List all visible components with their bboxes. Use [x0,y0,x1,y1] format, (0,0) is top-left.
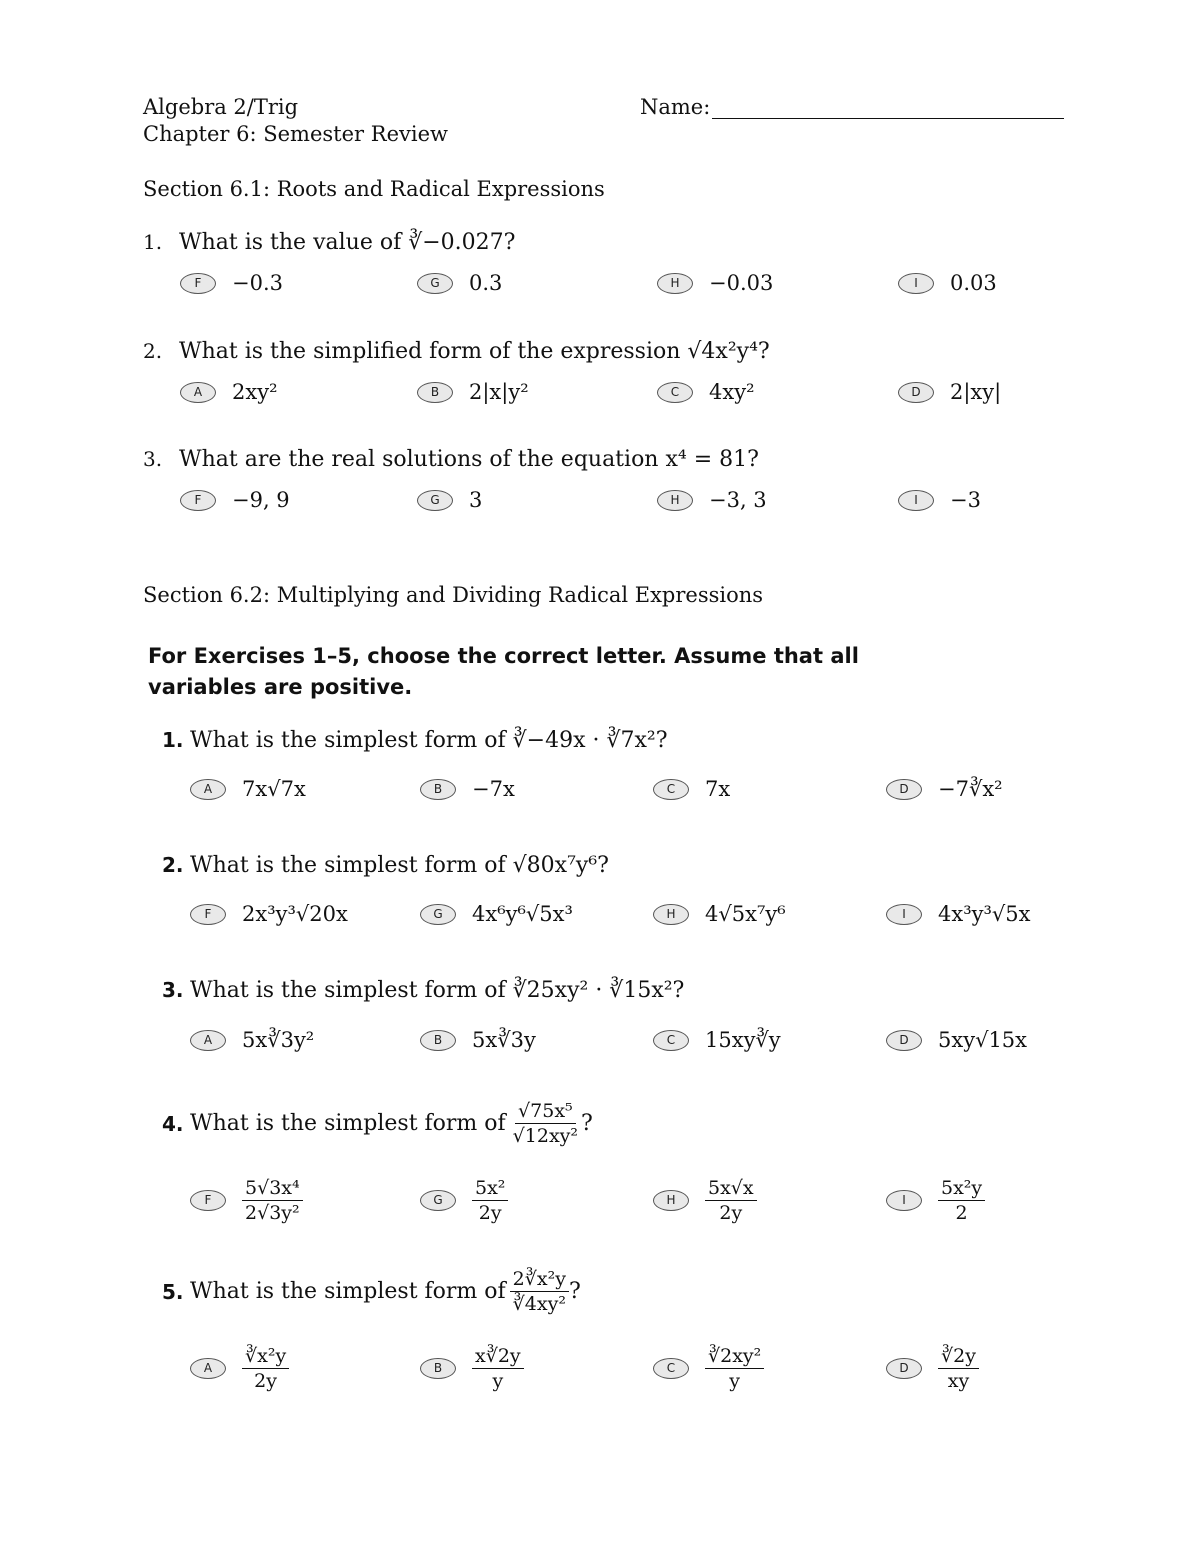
fraction-numerator: √75x⁵ [515,1100,576,1124]
question-text: What is the simplest form of [190,1111,506,1136]
fraction-denominator: 2y [478,1202,502,1224]
option-fraction [705,1177,757,1224]
option-letter-badge: I [898,490,934,511]
option-letter-badge: B [420,779,456,800]
option-text: 7x√7x [242,777,306,801]
question-number: 1. [162,728,184,752]
option-letter-badge: D [886,1358,922,1379]
option-text: 2xy² [232,380,278,404]
name-label: Name: [640,95,711,119]
option-letter-badge: F [190,1190,226,1211]
s2-question-5 [162,1268,581,1315]
fraction-numerator: 2∛x²y [510,1268,569,1292]
question-text: What is the simplified form of the expression √4x²y⁴? [179,339,770,364]
option-letter-badge: I [886,1190,922,1211]
s1-q2-option-c[interactable] [657,380,755,404]
option-letter-badge: A [190,779,226,800]
question-text: What is the simplest form of ∛−49x · ∛7x²? [190,728,668,753]
question-mark: ? [568,1279,581,1304]
s1-q1-option-h[interactable] [657,271,773,295]
s1-q3-option-h[interactable] [657,488,767,512]
option-text: −3 [950,488,981,512]
s1-q2-option-d[interactable] [898,380,1001,404]
s2-question-3 [162,978,684,1003]
option-text: 7x [705,777,731,801]
option-letter-badge: F [180,490,216,511]
fraction-denominator: 2y [254,1370,277,1392]
s2-q4-option-i[interactable] [886,1177,985,1224]
chapter-title: Chapter 6: Semester Review [143,122,448,146]
course-title: Algebra 2/Trig [143,95,299,119]
s2-q3-option-d[interactable] [886,1028,1027,1052]
option-text: 5x∛3y² [242,1028,315,1052]
s2-q5-option-d[interactable] [886,1345,979,1392]
s1-q3-option-g[interactable] [417,488,482,512]
question-number: 5. [162,1279,184,1304]
fraction-numerator: 5√3x⁴ [242,1177,303,1201]
question-fraction [510,1268,569,1315]
s2-q3-option-a[interactable] [190,1028,314,1052]
option-text: 5x∛3y [472,1028,536,1052]
s2-q2-option-i[interactable] [886,902,1031,926]
option-text: −0.3 [232,271,283,295]
fraction-denominator: y [492,1370,504,1392]
option-letter-badge: H [653,904,689,925]
option-letter-badge: H [657,490,693,511]
option-text: 4xy² [709,380,755,404]
option-text: −7∛x² [938,777,1003,801]
option-letter-badge: A [190,1030,226,1051]
option-text: 15xy∛y [705,1028,781,1052]
s2-q1-option-a[interactable] [190,777,306,801]
s1-q3-option-i[interactable] [898,488,981,512]
option-letter-badge: F [190,904,226,925]
option-text: 5xy√15x [938,1028,1028,1052]
option-letter-badge: C [653,1358,689,1379]
option-letter-badge: D [898,382,934,403]
section-6-1-title: Section 6.1: Roots and Radical Expressions [143,177,605,201]
fraction-numerator: 5x√x [705,1177,757,1201]
fraction-numerator: 5x²y [938,1177,985,1201]
option-letter-badge: G [417,490,453,511]
s2-q1-option-d[interactable] [886,777,1003,801]
option-letter-badge: I [898,273,934,294]
question-text: What is the simplest form of [190,1279,506,1304]
option-text: 0.03 [950,271,997,295]
option-fraction [705,1345,764,1392]
s1-q3-option-f[interactable] [180,488,290,512]
option-text: −7x [472,777,515,801]
option-letter-badge: I [886,904,922,925]
fraction-denominator: 2y [719,1202,743,1224]
s2-question-1 [162,728,668,753]
s2-question-4 [162,1100,593,1147]
s2-q2-option-h[interactable] [653,902,786,926]
option-letter-badge: G [417,273,453,294]
option-letter-badge: F [180,273,216,294]
option-letter-badge: B [417,382,453,403]
option-text: 0.3 [469,271,503,295]
s2-q4-option-h[interactable] [653,1177,757,1224]
option-letter-badge: A [180,382,216,403]
option-letter-badge: G [420,1190,456,1211]
option-text: 4x⁶y⁶√5x³ [472,902,573,926]
question-text: What is the simplest form of ∛25xy² · ∛15x²? [190,978,685,1003]
option-fraction [472,1177,508,1224]
option-text: −9, 9 [232,488,290,512]
question-number: 3. [143,447,163,471]
question-mark: ? [581,1111,593,1136]
option-fraction [242,1345,289,1392]
s1-question-1 [143,230,515,255]
s1-q1-option-g[interactable] [417,271,502,295]
s1-q1-option-i[interactable] [898,271,997,295]
s2-q5-option-c[interactable] [653,1345,764,1392]
option-fraction [938,1345,979,1392]
option-text: 4√5x⁷y⁶ [705,902,786,926]
s2-q5-option-a[interactable] [190,1345,289,1392]
s2-q3-option-c[interactable] [653,1028,781,1052]
fraction-numerator: ∛2xy² [705,1345,764,1369]
s1-q1-option-f[interactable] [180,271,283,295]
question-number: 4. [162,1111,184,1136]
option-fraction [472,1345,524,1392]
option-letter-badge: B [420,1358,456,1379]
s1-question-3 [143,447,759,472]
s2-q3-option-b[interactable] [420,1028,536,1052]
option-letter-badge: C [653,779,689,800]
option-letter-badge: H [657,273,693,294]
option-text: −0.03 [709,271,774,295]
question-number: 1. [143,230,163,254]
fraction-denominator: √12xy² [512,1125,579,1147]
fraction-numerator: 5x² [472,1177,508,1201]
s2-q2-option-f[interactable] [190,902,348,926]
s2-q4-option-g[interactable] [420,1177,508,1224]
name-field[interactable] [640,95,1064,119]
s1-q2-option-a[interactable] [180,380,278,404]
option-text: 2x³y³√20x [242,902,348,926]
option-text: −3, 3 [709,488,767,512]
question-text: What are the real solutions of the equation x⁴ = 81? [179,447,759,472]
s2-q5-option-b[interactable] [420,1345,524,1392]
fraction-numerator: ∛x²y [242,1345,289,1369]
option-letter-badge: B [420,1030,456,1051]
fraction-denominator: xy [947,1370,970,1392]
option-letter-badge: H [653,1190,689,1211]
fraction-denominator: 2√3y² [245,1202,300,1224]
fraction-numerator: x∛2y [472,1345,524,1369]
option-letter-badge: C [657,382,693,403]
question-number: 3. [162,978,184,1002]
fraction-denominator: 2 [955,1202,968,1224]
option-fraction [242,1177,303,1224]
s2-q1-option-c[interactable] [653,777,730,801]
s2-q2-option-g[interactable] [420,902,573,926]
name-blank-line[interactable] [712,98,1064,119]
option-text: 3 [469,488,483,512]
fraction-denominator: y [729,1370,740,1392]
question-fraction [510,1100,581,1147]
option-letter-badge: A [190,1358,226,1379]
option-text: 2|xy| [950,380,1002,404]
s2-q4-option-f[interactable] [190,1177,303,1224]
question-text: What is the simplest form of √80x⁷y⁶? [190,853,609,878]
option-letter-badge: C [653,1030,689,1051]
fraction-denominator: ∛4xy² [512,1293,566,1315]
question-number: 2. [143,339,163,363]
instructions: For Exercises 1–5, choose the correct letter. Assume that all variables are positive. [148,644,859,699]
s2-q1-option-b[interactable] [420,777,515,801]
question-number: 2. [162,853,184,877]
option-text: 2|x|y² [469,380,529,404]
option-letter-badge: D [886,1030,922,1051]
option-letter-badge: D [886,779,922,800]
fraction-numerator: ∛2y [938,1345,979,1369]
section-6-2-title: Section 6.2: Multiplying and Dividing Radical Expressions [143,583,764,607]
option-text: 4x³y³√5x [938,902,1031,926]
option-fraction [938,1177,985,1224]
s1-q2-option-b[interactable] [417,380,529,404]
option-letter-badge: G [420,904,456,925]
s1-question-2 [143,339,770,364]
question-text: What is the value of ∛−0.027? [179,230,516,255]
s2-question-2 [162,853,609,878]
